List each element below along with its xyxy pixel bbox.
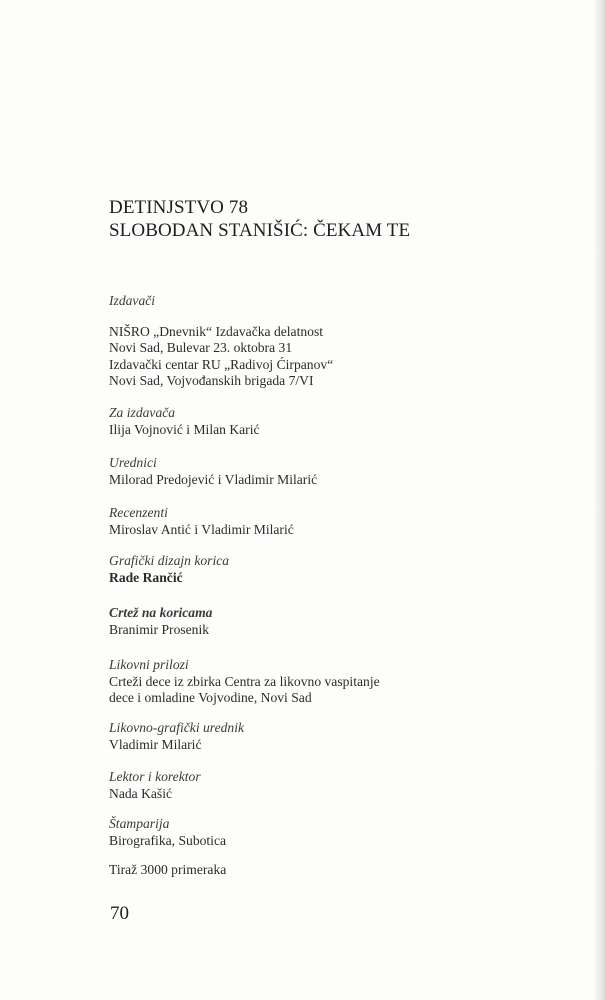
publisher-line: NIŠRO „Dnevnik“ Izdavačka delatnost [109, 323, 324, 339]
for-publisher-section [109, 405, 260, 438]
reviewers-section [109, 505, 294, 538]
art-supplements-label: Likovni prilozi [109, 657, 189, 672]
publisher-line: Novi Sad, Bulevar 23. oktobra 31 [109, 340, 293, 355]
printer-label: Štamparija [109, 816, 170, 831]
for-publisher-names: Ilija Vojnović i Milan Karić [109, 421, 260, 437]
proofreader-section [109, 769, 201, 802]
book-header [109, 196, 410, 242]
cover-design-label: Grafički dizajn korica [109, 553, 230, 568]
cover-drawing-label: Crtež na koricama [109, 605, 213, 620]
cover-design-name: Rade Rančić [109, 569, 183, 585]
art-editor-label: Likovno-grafički urednik [109, 720, 245, 735]
publisher-line: Novi Sad, Vojvođanskih brigada 7/VI [109, 373, 314, 388]
printer-name: Birografika, Subotica [109, 832, 227, 848]
art-supplements-line: dece i omladine Vojvodine, Novi Sad [109, 690, 312, 705]
cover-design-section [109, 553, 229, 586]
proofreader-label: Lektor i korektor [109, 769, 201, 784]
editors-label: Urednici [109, 455, 157, 470]
reviewers-label: Recenzenti [109, 505, 168, 520]
editors-names: Milorad Predojević i Vladimir Milarić [109, 471, 318, 487]
cover-drawing-section [109, 605, 212, 638]
publishers-label: Izdavači [109, 293, 156, 308]
art-editor-name: Vladimir Milarić [109, 736, 202, 752]
editors-section [109, 455, 317, 488]
proofreader-name: Nada Kašić [109, 785, 173, 801]
print-run-section [109, 862, 226, 879]
art-editor-section [109, 720, 244, 753]
publisher-line: Izdavački centar RU „Radivoj Ćirpanov“ [109, 356, 334, 372]
print-run: Tiraž 3000 primeraka [109, 862, 227, 877]
cover-drawing-name: Branimir Prosenik [109, 621, 210, 637]
reviewers-names: Miroslav Antić i Vladimir Milarić [109, 521, 294, 537]
series-title: DETINJSTVO 78 [109, 197, 249, 218]
art-supplements-section [109, 657, 380, 707]
author-and-title: SLOBODAN STANIŠIĆ: ČEKAM TE [109, 220, 411, 241]
for-publisher-label: Za izdavača [109, 405, 176, 420]
publishers-section [109, 293, 333, 390]
page-edge-shadow [593, 0, 605, 1000]
page-number: 70 [110, 903, 129, 924]
printer-section [109, 816, 226, 849]
art-supplements-line: Crteži dece iz zbirka Centra za likovno vaspitanje [109, 673, 380, 689]
